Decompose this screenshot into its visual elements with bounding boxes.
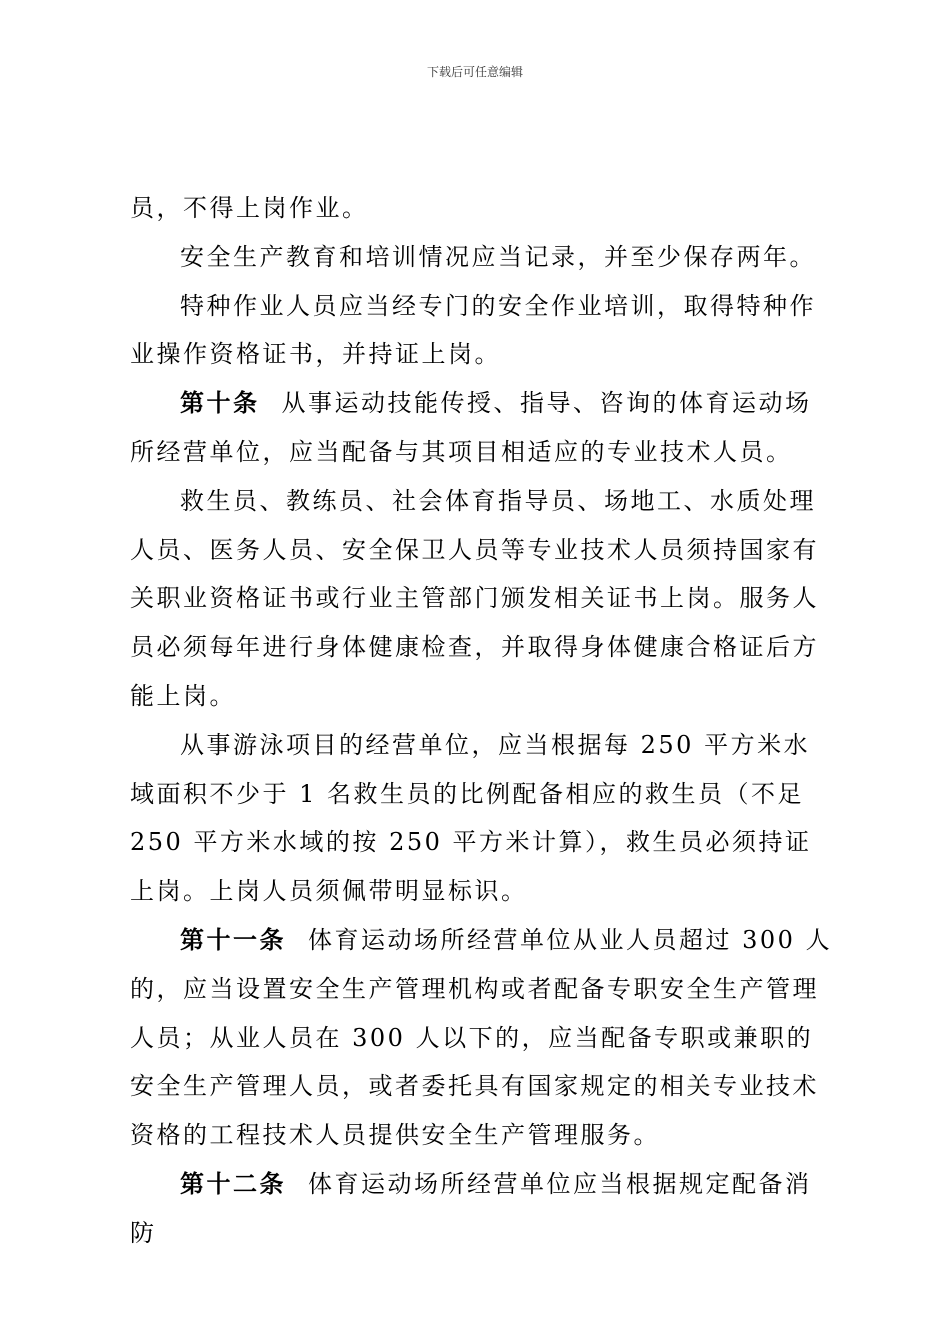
- paragraph-text: 从事游泳项目的经营单位，应当根据每 250 平方米水域面积不少于 1 名救生员的比例配备相应的救生员（不足 250 平方米水域的按 250 平方米计算），救生员必须持证上岗。上岗人员须佩带明显标识。: [130, 730, 812, 906]
- paragraph-text: 员，不得上岗作业。: [130, 194, 369, 222]
- article-number: 第十一条: [180, 924, 286, 954]
- paragraph-text: 体育运动场所经营单位从业人员超过 300 人的，应当设置安全生产管理机构或者配备专职安全生产管理人员；从业人员在 300 人以下的，应当配备专职或兼职的安全生产管理人员，或者委托具有国家规定的相关专业技术资格的工程技术人员提供安全生产管理服务。: [130, 925, 833, 1150]
- paragraph: [130, 721, 835, 916]
- paragraph: [130, 477, 835, 721]
- article-paragraph: [130, 1160, 835, 1258]
- paragraph-text: 特种作业人员应当经专门的安全作业培训，取得特种作业操作资格证书，并持证上岗。: [130, 291, 816, 369]
- paragraph-text: 体育运动场所经营单位应当根据规定配备消防: [130, 1169, 812, 1247]
- paragraph-text: 从事运动技能传授、指导、咨询的体育运动场所经营单位，应当配备与其项目相适应的专业技术人员。: [130, 389, 812, 466]
- paragraph-text: 安全生产教育和培训情况应当记录，并至少保存两年。: [180, 242, 816, 271]
- paragraph: [130, 233, 835, 282]
- paragraph: [130, 184, 835, 233]
- page-header: 下载后可任意编辑: [426, 65, 523, 79]
- article-paragraph: [130, 379, 835, 477]
- article-paragraph: [130, 916, 835, 1160]
- article-number: 第十二条: [180, 1168, 286, 1198]
- paragraph: [130, 282, 835, 380]
- paragraph-text: 救生员、教练员、社会体育指导员、场地工、水质处理人员、医务人员、安全保卫人员等专业技术人员须持国家有关职业资格证书或行业主管部门颁发相关证书上岗。服务人员必须每年进行身体健康检查，并取得身体健康合格证后方能上岗。: [130, 486, 819, 710]
- article-number: 第十条: [180, 388, 260, 418]
- document-body: [130, 184, 835, 1258]
